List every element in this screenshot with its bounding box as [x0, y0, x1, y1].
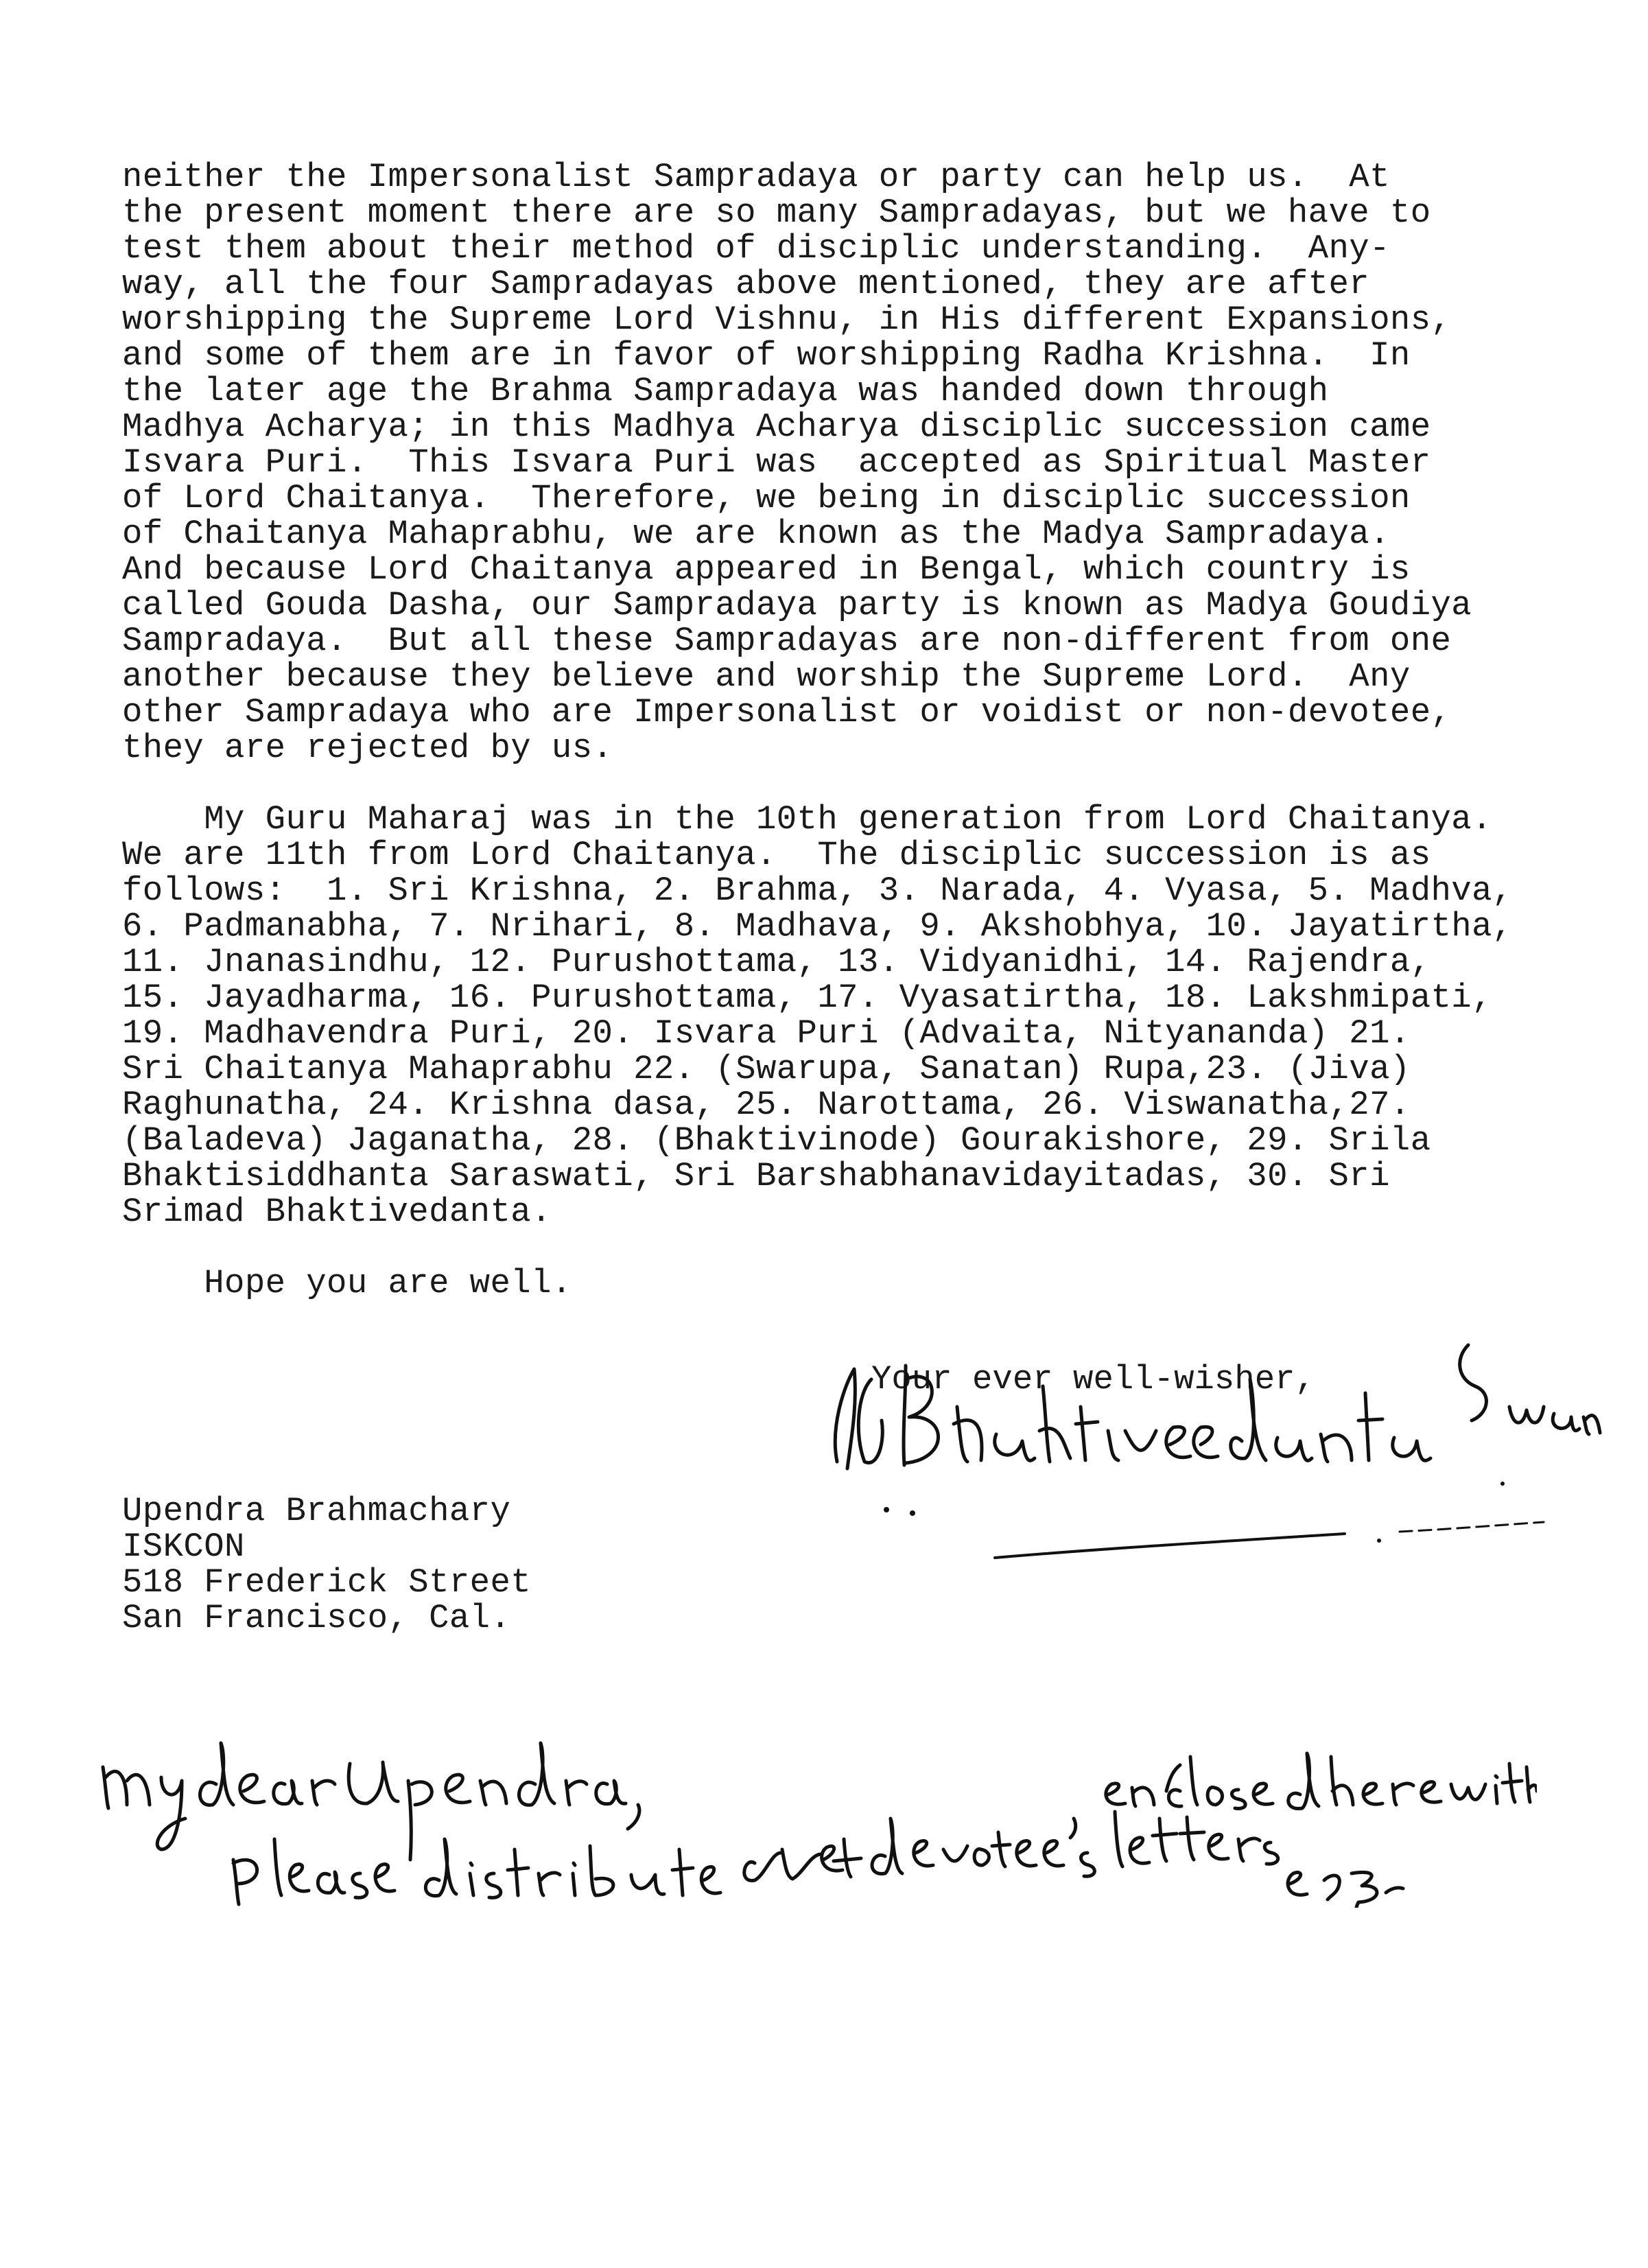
text-line: of Chaitanya Mahaprabhu, we are known as the Madya Sampradaya.: [122, 515, 1390, 553]
address-line: Upendra Brahmachary: [122, 1492, 511, 1530]
text-line: We are 11th from Lord Chaitanya. The disciplic succession is as: [122, 836, 1431, 874]
text-line: 19. Madhavendra Puri, 20. Isvara Puri (Advaita, Nityananda) 21.: [122, 1014, 1411, 1053]
text-line: Sampradaya. But all these Sampradayas are non-different from one: [122, 622, 1452, 660]
text-line: test them about their method of disciplic understanding. Any-: [122, 229, 1390, 268]
handwritten-note: [96, 1716, 1537, 1908]
text-line: the present moment there are so many Sampradayas, but we have to: [122, 194, 1431, 232]
signature: [816, 1304, 1605, 1565]
address-line: 518 Frederick Street: [122, 1563, 532, 1602]
text-line: another because they believe and worship the Supreme Lord. Any: [122, 657, 1411, 696]
text-line: 6. Padmanabha, 7. Nrihari, 8. Madhava, 9. Akshobhya, 10. Jayatirtha,: [122, 907, 1513, 946]
text-line: the later age the Brahma Sampradaya was handed down through: [122, 372, 1329, 410]
text-line: way, all the four Sampradayas above mentioned, they are after: [122, 265, 1370, 303]
text-line: called Gouda Dasha, our Sampradaya party is known as Madya Goudiya: [122, 586, 1472, 624]
text-line: 15. Jayadharma, 16. Purushottama, 17. Vyasatirtha, 18. Lakshmipati,: [122, 979, 1492, 1017]
text-line: other Sampradaya who are Impersonalist or voidist or non-devotee,: [122, 693, 1452, 732]
text-line: of Lord Chaitanya. Therefore, we being in disciplic succession: [122, 479, 1411, 517]
text-line: My Guru Maharaj was in the 10th generation from Lord Chaitanya.: [122, 800, 1492, 839]
handwriting-scrawl: [96, 1716, 1537, 1908]
text-line: And because Lord Chaitanya appeared in Bengal, which country is: [122, 550, 1411, 589]
address-line: ISKCON: [122, 1528, 245, 1566]
text-line: Bhaktisiddhanta Saraswati, Sri Barshabhanavidayitadas, 30. Sri: [122, 1157, 1390, 1195]
text-line: worshipping the Supreme Lord Vishnu, in His different Expansions,: [122, 301, 1452, 339]
text-line: and some of them are in favor of worshipping Radha Krishna. In: [122, 336, 1411, 375]
text-line: Raghunatha, 24. Krishna dasa, 25. Narottama, 26. Viswanatha,27.: [122, 1086, 1411, 1124]
text-line: Isvara Puri. This Isvara Puri was accepted as Spiritual Master: [122, 443, 1431, 482]
sign-off: Your ever well-wisher,: [871, 1360, 1315, 1399]
text-line: 11. Jnanasindhu, 12. Purushottama, 13. Vidyanidhi, 14. Rajendra,: [122, 943, 1431, 981]
closing-line: Hope you are well.: [122, 1264, 572, 1302]
signature-scrawl: [816, 1304, 1605, 1565]
text-line: Madhya Acharya; in this Madhya Acharya disciplic succession came: [122, 408, 1431, 446]
address-line: San Francisco, Cal.: [122, 1599, 511, 1637]
text-line: they are rejected by us.: [122, 729, 613, 767]
text-line: neither the Impersonalist Sampradaya or party can help us. At: [122, 158, 1390, 196]
text-line: Sri Chaitanya Mahaprabhu 22. (Swarupa, Sanatan) Rupa,23. (Jiva): [122, 1050, 1411, 1088]
text-line: (Baladeva) Jaganatha, 28. (Bhaktivinode) Gourakishore, 29. Srila: [122, 1121, 1431, 1160]
text-line: Srimad Bhaktivedanta.: [122, 1193, 552, 1231]
text-line: follows: 1. Sri Krishna, 2. Brahma, 3. Narada, 4. Vyasa, 5. Madhva,: [122, 872, 1513, 910]
